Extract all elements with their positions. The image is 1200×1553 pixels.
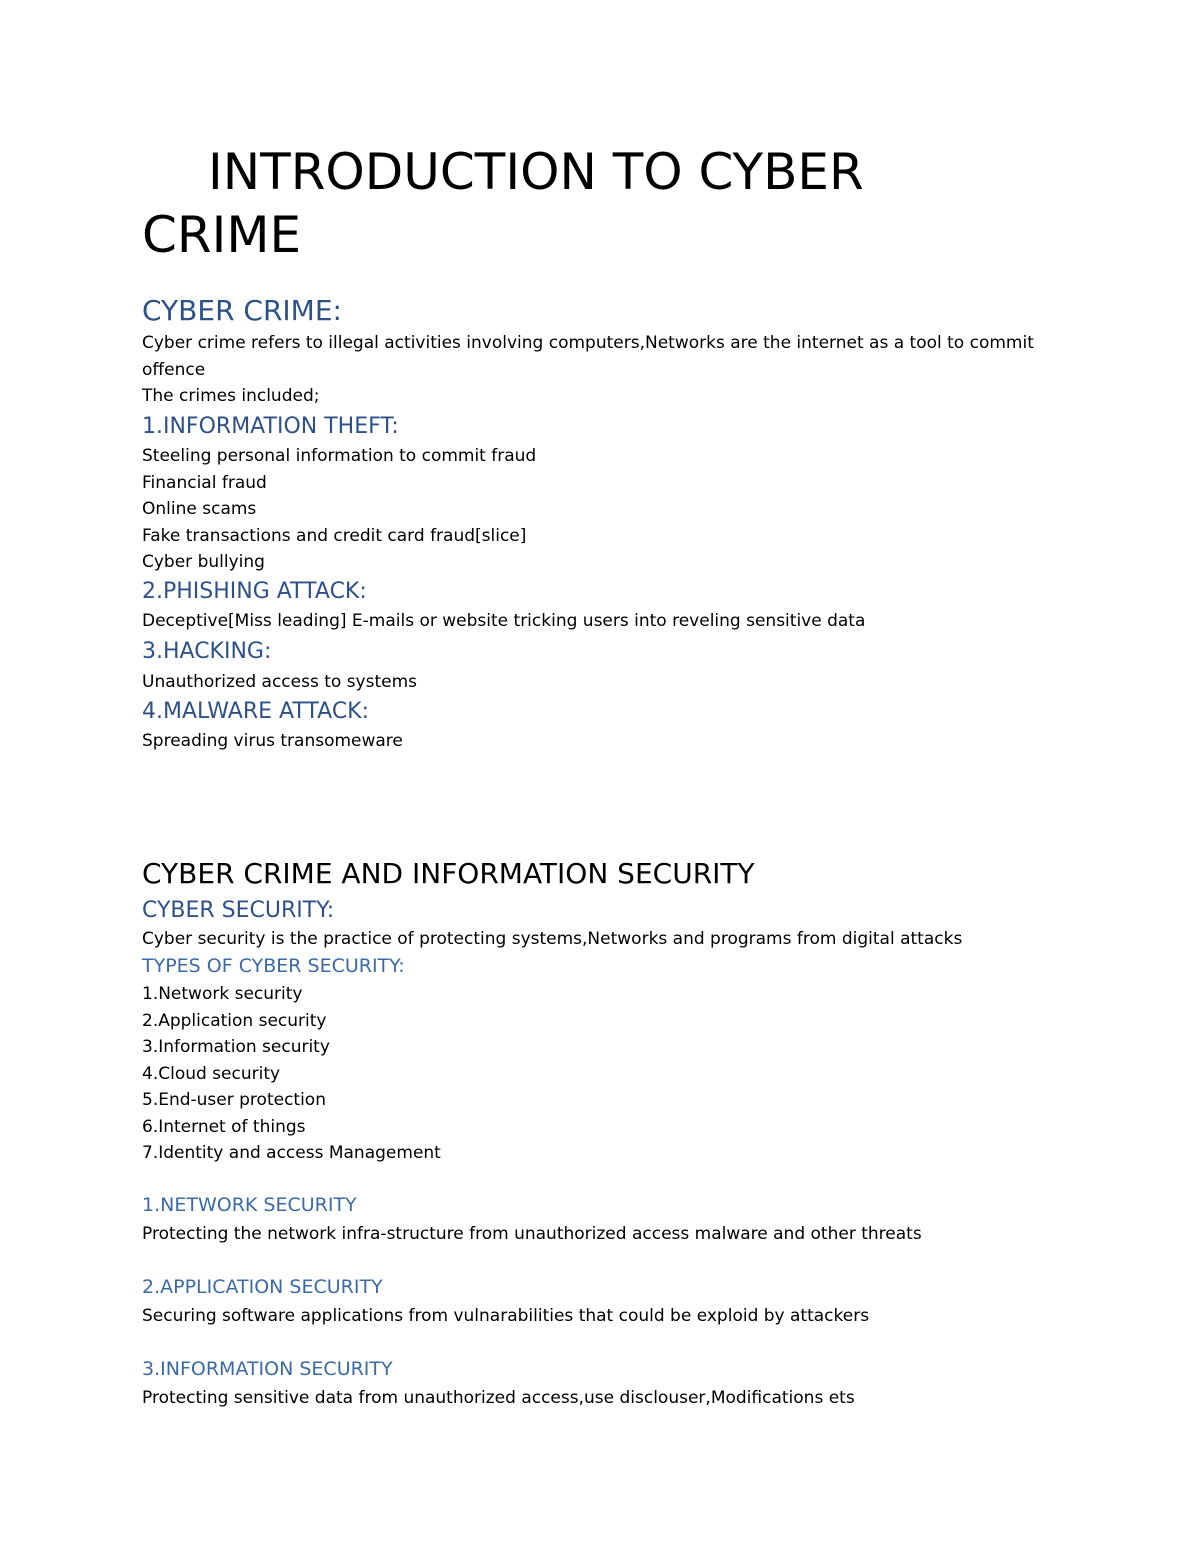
title-line-2: CRIME bbox=[142, 206, 302, 264]
malware-text: Spreading virus transomeware bbox=[142, 731, 403, 751]
list-item: 5.End-user protection bbox=[142, 1090, 326, 1110]
list-item: 7.Identity and access Management bbox=[142, 1143, 441, 1163]
hacking-heading: 3.HACKING: bbox=[142, 639, 272, 664]
information-theft-list bbox=[142, 443, 536, 576]
information-security-text: Protecting sensitive data from unauthorized access,use disclouser,Modifications ets bbox=[142, 1388, 855, 1408]
list-item: Fake transactions and credit card fraud[slice] bbox=[142, 525, 527, 546]
types-list bbox=[142, 981, 441, 1167]
document-title bbox=[142, 141, 864, 267]
application-security-heading: 2.APPLICATION SECURITY bbox=[142, 1276, 383, 1298]
cyber-crime-heading: CYBER CRIME: bbox=[142, 294, 342, 327]
network-security-text: Protecting the network infra-structure from unauthorized access malware and other threats bbox=[142, 1224, 922, 1244]
phishing-text: Deceptive[Miss leading] E-mails or website tricking users into reveling sensitive data bbox=[142, 611, 866, 631]
network-security-heading: 1.NETWORK SECURITY bbox=[142, 1194, 357, 1216]
list-item: Financial fraud bbox=[142, 472, 267, 493]
cyber-security-text: Cyber security is the practice of protecting systems,Networks and programs from digital attacks bbox=[142, 929, 963, 949]
list-item: 2.Application security bbox=[142, 1010, 327, 1031]
title-line-1: INTRODUCTION TO CYBER bbox=[208, 143, 864, 201]
list-item: Steeling personal information to commit fraud bbox=[142, 446, 537, 466]
list-item: 6.Internet of things bbox=[142, 1116, 306, 1137]
application-security-text: Securing software applications from vulnarabilities that could be exploid by attackers bbox=[142, 1306, 870, 1326]
list-item: 1.Network security bbox=[142, 984, 303, 1004]
crimes-intro: The crimes included; bbox=[142, 386, 320, 406]
cyber-security-heading: CYBER SECURITY: bbox=[142, 898, 335, 923]
types-heading: TYPES OF CYBER SECURITY: bbox=[142, 955, 405, 977]
cyber-crime-definition bbox=[142, 330, 1034, 410]
definition-line-1: Cyber crime refers to illegal activities involving computers,Networks are the internet as a tool to commit bbox=[142, 333, 1034, 353]
list-item: Online scams bbox=[142, 499, 257, 519]
list-item: 4.Cloud security bbox=[142, 1063, 281, 1084]
hacking-text: Unauthorized access to systems bbox=[142, 672, 418, 692]
malware-heading: 4.MALWARE ATTACK: bbox=[142, 699, 370, 724]
information-security-heading: 3.INFORMATION SECURITY bbox=[142, 1358, 393, 1380]
phishing-heading: 2.PHISHING ATTACK: bbox=[142, 579, 367, 604]
information-theft-heading: 1.INFORMATION THEFT: bbox=[142, 414, 399, 439]
list-item: 3.Information security bbox=[142, 1037, 330, 1057]
definition-line-2: offence bbox=[142, 359, 206, 380]
list-item: Cyber bullying bbox=[142, 552, 265, 572]
section-heading-cyber-crime-and-information-security: CYBER CRIME AND INFORMATION SECURITY bbox=[142, 857, 755, 890]
